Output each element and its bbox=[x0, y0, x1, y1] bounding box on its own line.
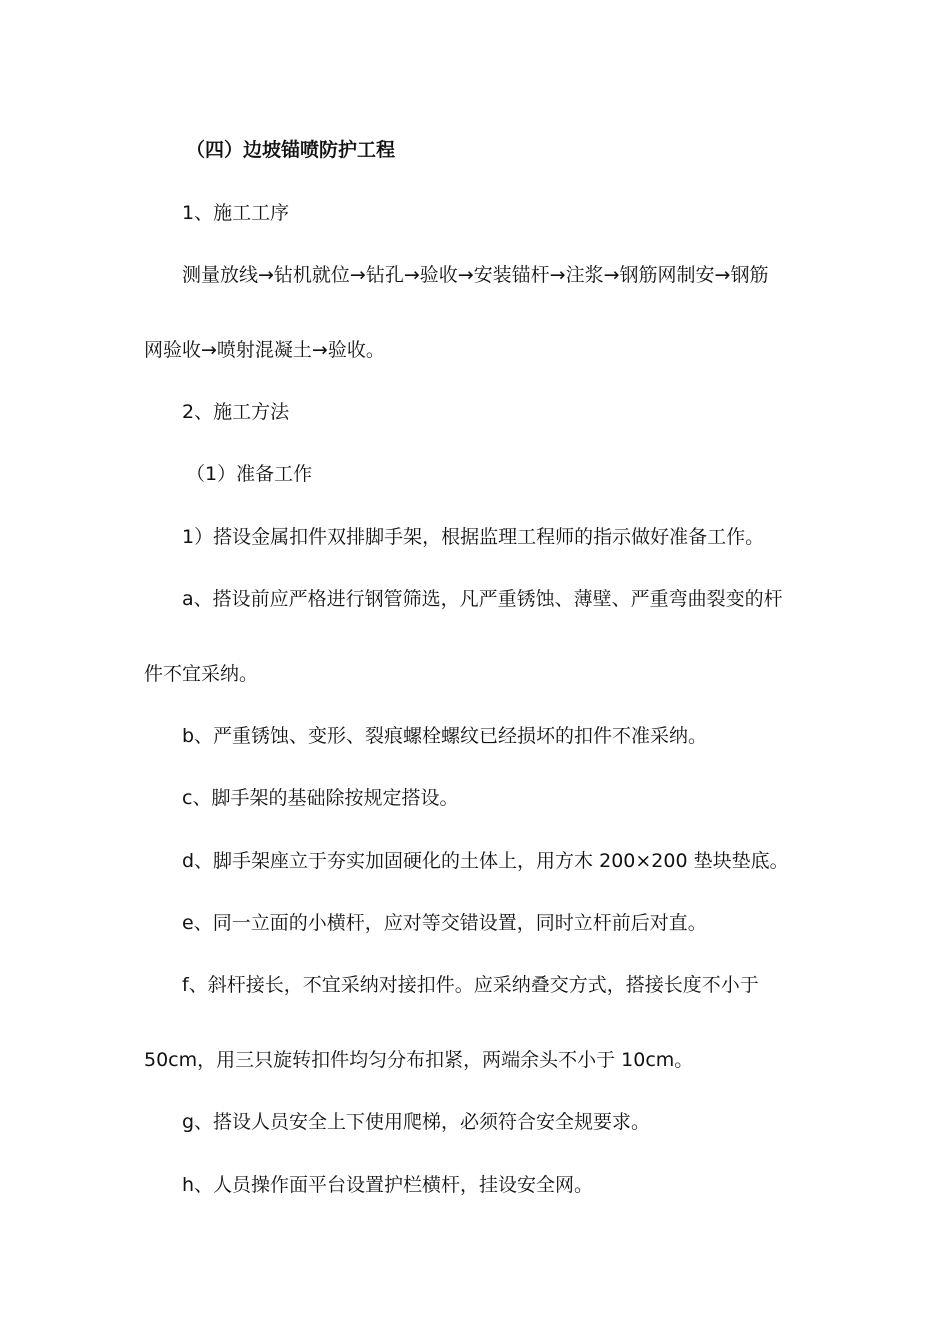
paragraph-item-g: g、搭设人员安全上下使用爬梯，必须符合安全规要求。 bbox=[182, 1111, 651, 1133]
paragraph-construction-method-title: 2、施工方法 bbox=[182, 401, 290, 423]
section-heading: （四）边坡锚喷防护工程 bbox=[186, 139, 396, 161]
paragraph-scaffold-intro: 1）搭设金属扣件双排脚手架，根据监理工程师的指示做好准备工作。 bbox=[182, 526, 765, 548]
paragraph-sequence-line-2: 网验收→喷射混凝土→验收。 bbox=[144, 339, 385, 361]
paragraph-item-b: b、严重锈蚀、变形、裂痕螺栓螺纹已经损坏的扣件不准采纳。 bbox=[182, 725, 708, 747]
paragraph-item-f-line-1: f、斜杆接长，不宜采纳对接扣件。应采纳叠交方式，搭接长度不小于 bbox=[182, 974, 759, 996]
paragraph-item-e: e、同一立面的小横杆，应对等交错设置，同时立杆前后对直。 bbox=[182, 912, 707, 934]
paragraph-item-a-line-1: a、搭设前应严格进行钢管筛选，凡严重锈蚀、薄壁、严重弯曲裂变的杆 bbox=[182, 588, 783, 610]
paragraph-preparation-title: （1）准备工作 bbox=[186, 463, 313, 485]
paragraph-item-c: c、脚手架的基础除按规定搭设。 bbox=[182, 787, 459, 809]
paragraph-item-a-line-2: 件不宜采纳。 bbox=[144, 663, 259, 685]
paragraph-item-d: d、脚手架座立于夯实加固硬化的土体上，用方木 200×200 垫块垫底。 bbox=[182, 850, 789, 872]
paragraph-sequence-line-1: 测量放线→钻机就位→钻孔→验收→安装锚杆→注浆→钢筋网制安→钢筋 bbox=[182, 264, 769, 286]
paragraph-construction-sequence-title: 1、施工工序 bbox=[182, 202, 290, 224]
paragraph-item-f-line-2: 50cm，用三只旋转扣件均匀分布扣紧，两端余头不小于 10cm。 bbox=[144, 1049, 694, 1071]
paragraph-item-h: h、人员操作面平台设置护栏横杆，挂设安全网。 bbox=[182, 1174, 594, 1196]
